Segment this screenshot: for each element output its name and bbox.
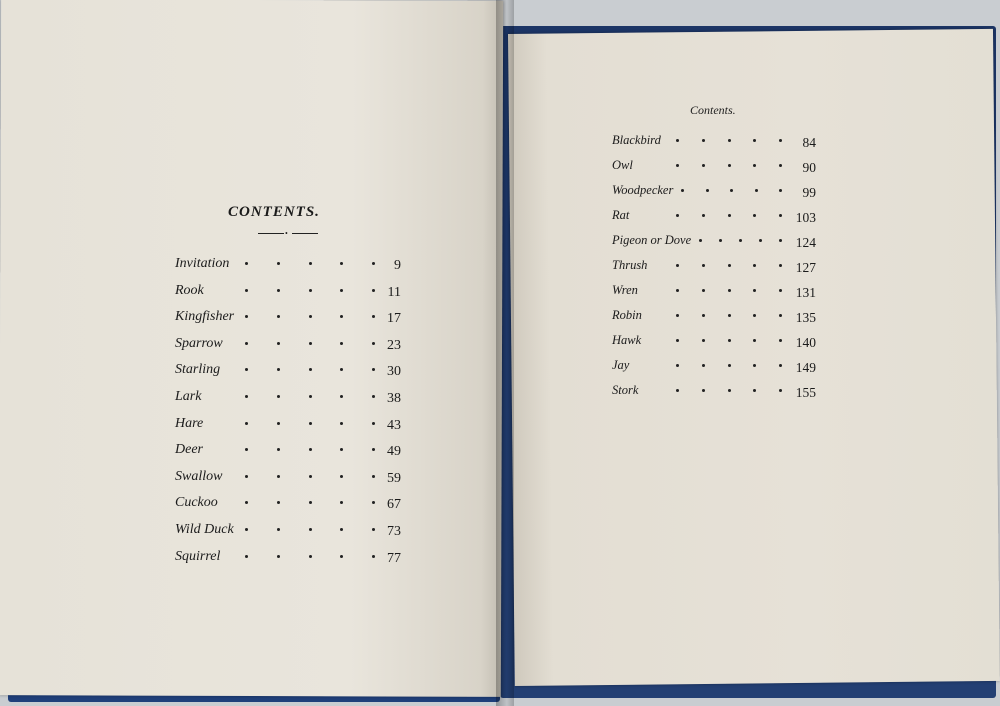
toc-entry: [175, 360, 415, 387]
contents-heading: CONTENTS.: [228, 204, 320, 220]
toc-entry-title: Deer: [175, 442, 203, 458]
toc-entry-title: Woodpecker: [612, 183, 674, 197]
running-head: Contents.: [690, 103, 736, 117]
toc-leader-dots: [245, 395, 375, 401]
toc-entry: [612, 231, 822, 256]
toc-entry: [175, 440, 415, 467]
toc-entry-title: Invitation: [175, 256, 230, 271]
toc-entry-page: 155: [795, 385, 816, 400]
heading-ornament: [258, 231, 318, 237]
toc-leader-dots: [699, 239, 782, 245]
toc-entry-page: 30: [387, 364, 401, 380]
toc-leader-dots: [676, 314, 782, 320]
toc-leader-dots: [245, 422, 375, 428]
toc-entry: [612, 356, 822, 381]
toc-entry-page: 90: [802, 160, 816, 175]
toc-entry-page: 9: [394, 258, 401, 273]
toc-entry-page: 49: [387, 444, 401, 460]
toc-entry-title: Hare: [175, 415, 204, 431]
toc-entry-page: 127: [795, 260, 816, 275]
toc-leader-dots: [245, 368, 375, 374]
toc-entry-page: 11: [387, 284, 401, 300]
toc-leader-dots: [245, 262, 375, 268]
toc-leader-dots: [676, 214, 782, 220]
toc-leader-dots: [681, 189, 782, 195]
toc-entry-title: Jay: [612, 358, 630, 372]
toc-entry-title: Pigeon or Dove: [612, 233, 692, 247]
toc-entry-page: 59: [387, 470, 401, 486]
toc-entry-page: 84: [802, 135, 816, 150]
toc-entry: [612, 256, 822, 281]
toc-entry-title: Owl: [612, 158, 633, 172]
toc-leader-dots: [676, 364, 782, 370]
toc-entry: [612, 181, 822, 206]
toc-entry: [175, 467, 415, 494]
toc-entry: [612, 206, 822, 231]
toc-list-left: [175, 254, 415, 573]
toc-entry-title: Wild Duck: [175, 521, 234, 537]
toc-entry: [612, 331, 822, 356]
toc-entry-page: 67: [387, 497, 401, 513]
toc-entry: [175, 387, 415, 414]
toc-entry-page: 103: [795, 210, 816, 225]
toc-entry-page: 99: [802, 185, 816, 200]
toc-entry: [175, 334, 415, 361]
toc-entry-page: 124: [795, 235, 816, 250]
toc-entry: [175, 414, 415, 441]
toc-entry-title: Starling: [175, 362, 221, 378]
toc-entry: [175, 254, 415, 281]
toc-entry-page: 140: [795, 335, 816, 350]
toc-entry: [175, 547, 415, 574]
ornament-dot: •: [285, 229, 288, 238]
toc-entry: [612, 281, 822, 306]
toc-entry: [612, 156, 822, 181]
toc-entry-title: Rat: [612, 208, 630, 222]
toc-entry-title: Squirrel: [175, 548, 221, 564]
toc-entry-title: Kingfisher: [175, 309, 235, 325]
toc-leader-dots: [676, 339, 782, 345]
toc-list-right: [612, 131, 822, 406]
toc-entry-page: 73: [387, 523, 401, 539]
toc-entry-page: 43: [387, 417, 401, 433]
toc-entry: [175, 493, 415, 520]
toc-leader-dots: [676, 139, 782, 145]
toc-entry: [175, 307, 415, 334]
toc-leader-dots: [245, 501, 375, 507]
toc-entry-title: Sparrow: [175, 335, 223, 351]
toc-entry-page: 77: [387, 550, 401, 566]
toc-leader-dots: [245, 448, 375, 454]
toc-entry-title: Robin: [612, 308, 642, 322]
toc-leader-dots: [245, 475, 375, 481]
toc-entry-title: Rook: [175, 282, 204, 298]
toc-leader-dots: [245, 342, 375, 348]
toc-entry-page: 17: [387, 311, 401, 327]
toc-entry-title: Cuckoo: [175, 495, 218, 511]
toc-entry-page: 23: [387, 337, 401, 353]
toc-entry-title: Lark: [175, 388, 202, 404]
toc-entry: [175, 281, 415, 308]
toc-leader-dots: [245, 315, 375, 321]
toc-entry-page: 149: [795, 360, 816, 375]
toc-entry-page: 135: [795, 310, 816, 325]
toc-entry-title: Wren: [612, 283, 638, 297]
toc-entry-title: Stork: [612, 383, 639, 397]
toc-entry: [612, 306, 822, 331]
toc-entry-title: Swallow: [175, 468, 223, 484]
toc-entry-page: 38: [387, 390, 401, 406]
toc-entry-title: Hawk: [612, 333, 642, 347]
toc-entry: [612, 381, 822, 406]
toc-leader-dots: [676, 264, 782, 270]
toc-leader-dots: [676, 164, 782, 170]
toc-leader-dots: [676, 289, 782, 295]
toc-leader-dots: [676, 389, 782, 395]
toc-entry: [175, 520, 415, 547]
toc-leader-dots: [245, 555, 375, 561]
toc-entry-title: Blackbird: [612, 133, 661, 147]
toc-entry: [612, 131, 822, 156]
toc-entry-title: Thrush: [612, 258, 648, 272]
toc-leader-dots: [245, 528, 375, 534]
toc-entry-page: 131: [795, 285, 816, 300]
toc-leader-dots: [245, 289, 375, 295]
